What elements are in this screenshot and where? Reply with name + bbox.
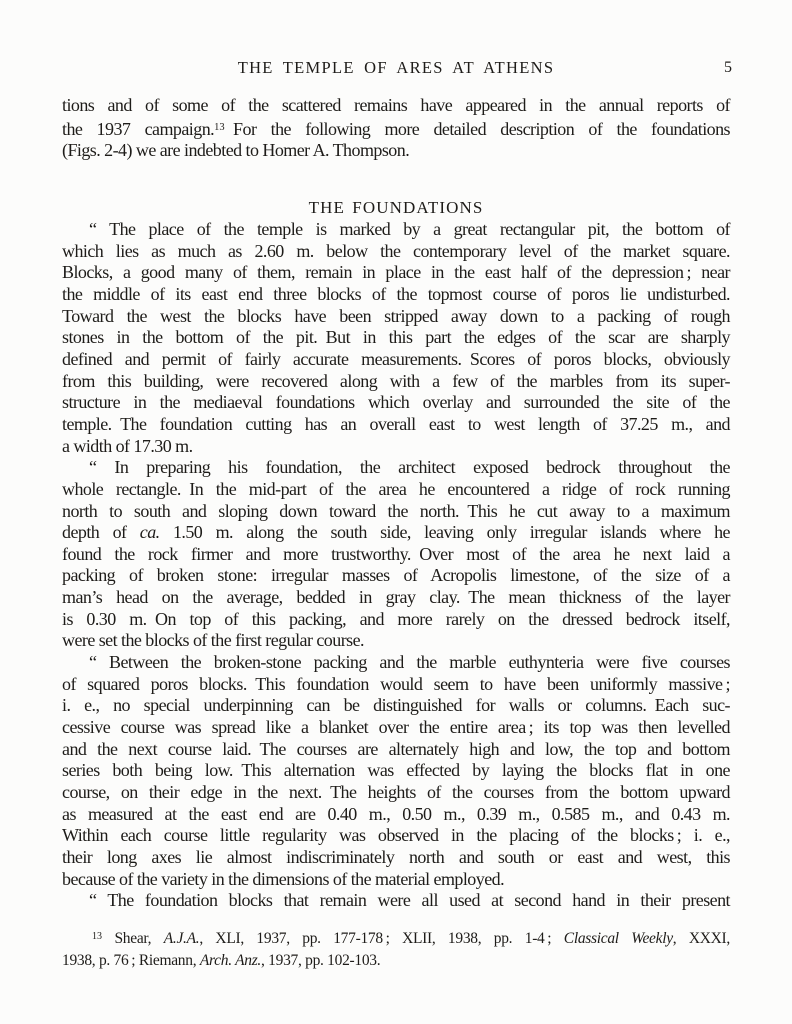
text-run: temple. The foundation cutting has an overall east to west length of 37.25 m., and: [62, 413, 730, 434]
text-run: and the next course laid. The courses are alternately high and low, the top and bottom: [62, 738, 730, 759]
text-run: which lies as much as 2.60 m. below the contemporary level of the market square.: [62, 240, 730, 261]
text-line: [62, 587, 730, 609]
footnote-marker: 13: [214, 121, 225, 133]
text-run: 1.50 m. along the south side, leaving only irregular islands where he: [159, 522, 730, 543]
text-line: [62, 501, 730, 523]
text-run: their long axes lie almost indiscriminately north and south or east and west, this: [62, 847, 730, 867]
text-line: [62, 544, 730, 566]
paragraph: [62, 652, 730, 890]
text-line: [62, 782, 730, 804]
text-line: [62, 95, 730, 117]
text-line: [62, 327, 730, 349]
text-line: [62, 371, 730, 393]
text-line: [62, 262, 730, 284]
text-run: , XXXI,: [672, 929, 730, 947]
text-run: structure in the mediaeval foundations which overlay and surrounded the site of the: [62, 392, 730, 413]
text-line: [62, 717, 730, 739]
footnote-marker: 13: [92, 930, 102, 942]
text-line: [62, 284, 730, 306]
text-line: [62, 695, 730, 717]
footnote: [62, 926, 730, 972]
paragraph: [62, 219, 730, 457]
text-run: Shear,: [102, 929, 164, 947]
text-run: because of the variety in the dimensions of the material employed.: [62, 868, 505, 889]
text-line: [62, 630, 730, 652]
text-line: [62, 652, 730, 674]
text-line: [62, 565, 730, 587]
text-run: “ Between the broken-stone packing and the marble euthynteria were five courses: [89, 652, 730, 673]
italic-text: ca.: [139, 522, 160, 543]
text-run: the 1937 campaign.: [62, 118, 215, 139]
page-number: 5: [724, 59, 732, 76]
page-header: [62, 59, 730, 76]
text-line: [62, 479, 730, 501]
text-line: [62, 869, 730, 891]
text-line: [62, 674, 730, 696]
text-run: as measured at the east end are 0.40 m., 0.50 m., 0.39 m., 0.585 m., and 0.43 m.: [62, 803, 730, 824]
section-heading: THE FOUNDATIONS: [308, 197, 484, 217]
text-line: [62, 926, 730, 950]
text-run: depth of: [62, 522, 140, 543]
italic-text: Arch. Anz.: [199, 951, 262, 969]
text-run: north to south and sloping down toward the north. This he cut away to a maximum: [62, 500, 730, 521]
text-line: [62, 436, 730, 458]
italic-text: A.J.A.: [163, 929, 200, 947]
text-run: tions and of some of the scattered remains have appeared in the annual reports of: [62, 95, 730, 115]
text-line: [62, 609, 730, 631]
text-run: “ In preparing his foundation, the architect exposed bedrock throughout the: [89, 457, 730, 478]
text-run: i. e., no special underpinning can be distinguished for walls or columns. Each suc-: [62, 695, 730, 716]
text-run: course, on their edge in the next. The heights of the courses from the bottom upward: [62, 782, 730, 803]
text-run: packing of broken stone: irregular masses of Acropolis limestone, of the size of a: [62, 565, 730, 586]
text-run: Blocks, a good many of them, remain in place in the east half of the depression ; near: [62, 262, 730, 283]
text-line: [62, 349, 730, 371]
text-run: , 1937, pp. 102-103.: [261, 951, 381, 969]
text-run: “ The place of the temple is marked by a great rectangular pit, the bottom of: [89, 218, 730, 239]
text-run: stones in the bottom of the pit. But in this part the edges of the scar are sharply: [62, 327, 730, 348]
text-run: of squared poros blocks. This foundation would seem to have been uniformly massive ;: [62, 673, 730, 694]
text-run: Within each course little regularity was observed in the placing of the blocks ; i. e.,: [62, 825, 730, 846]
text-line: [62, 219, 730, 241]
paragraph: [62, 890, 730, 912]
text-line: [62, 760, 730, 782]
text-run: 1938, p. 76 ; Riemann,: [62, 951, 200, 969]
text-run: cessive course was spread like a blanket over the entire area ; its top was then levelled: [62, 717, 730, 738]
text-run: whole rectangle. In the mid-part of the area he encountered a ridge of rock running: [62, 478, 730, 499]
text-run: the middle of its east end three blocks of the topmost course of poros lie undisturbed.: [62, 283, 730, 304]
text-run: Toward the west the blocks have been stripped away down to a packing of rough: [62, 305, 730, 326]
text-line: [62, 457, 730, 479]
italic-text: Classical Weekly: [563, 929, 673, 947]
text-line: [62, 306, 730, 328]
text-run: series both being low. This alternation was effected by laying the blocks flat in one: [62, 760, 730, 781]
text-line: [62, 522, 730, 544]
text-run: defined and permit of fairly accurate measurements. Scores of poros blocks, obviously: [62, 348, 730, 369]
text-line: [62, 140, 730, 162]
text-run: For the following more detailed description of the foundations: [224, 118, 730, 139]
running-title: THE TEMPLE OF ARES AT ATHENS: [237, 58, 555, 77]
text-run: , XLI, 1937, pp. 177-178 ; XLII, 1938, pp. 1-4 ;: [199, 929, 564, 947]
text-run: (Figs. 2-4) we are indebted to Homer A. Thompson.: [62, 140, 410, 161]
text-line: [62, 890, 730, 912]
text-line: [62, 847, 730, 869]
text-run: man’s head on the average, bedded in gray clay. The mean thickness of the layer: [62, 587, 730, 608]
text-line: [62, 414, 730, 436]
text-run: a width of 17.30 m.: [62, 435, 193, 456]
text-line: [62, 825, 730, 847]
text-line: [62, 241, 730, 263]
body-paragraphs: [62, 219, 730, 912]
text-line: [62, 950, 730, 972]
text-run: from this building, were recovered along with a few of the marbles from its super-: [62, 370, 730, 391]
text-run: is 0.30 m. On top of this packing, and more rarely on the dressed bedrock itself,: [62, 608, 730, 629]
text-run: were set the blocks of the first regular course.: [62, 630, 364, 651]
text-line: [62, 804, 730, 826]
text-run: found the rock firmer and more trustworthy. Over most of the area he next laid a: [62, 543, 730, 564]
text-line: [62, 117, 730, 141]
text-run: “ The foundation blocks that remain were all used at second hand in their present: [89, 890, 730, 911]
text-line: [62, 739, 730, 761]
text-line: [62, 392, 730, 414]
paragraph: [62, 457, 730, 652]
paragraph-intro: [62, 95, 730, 162]
